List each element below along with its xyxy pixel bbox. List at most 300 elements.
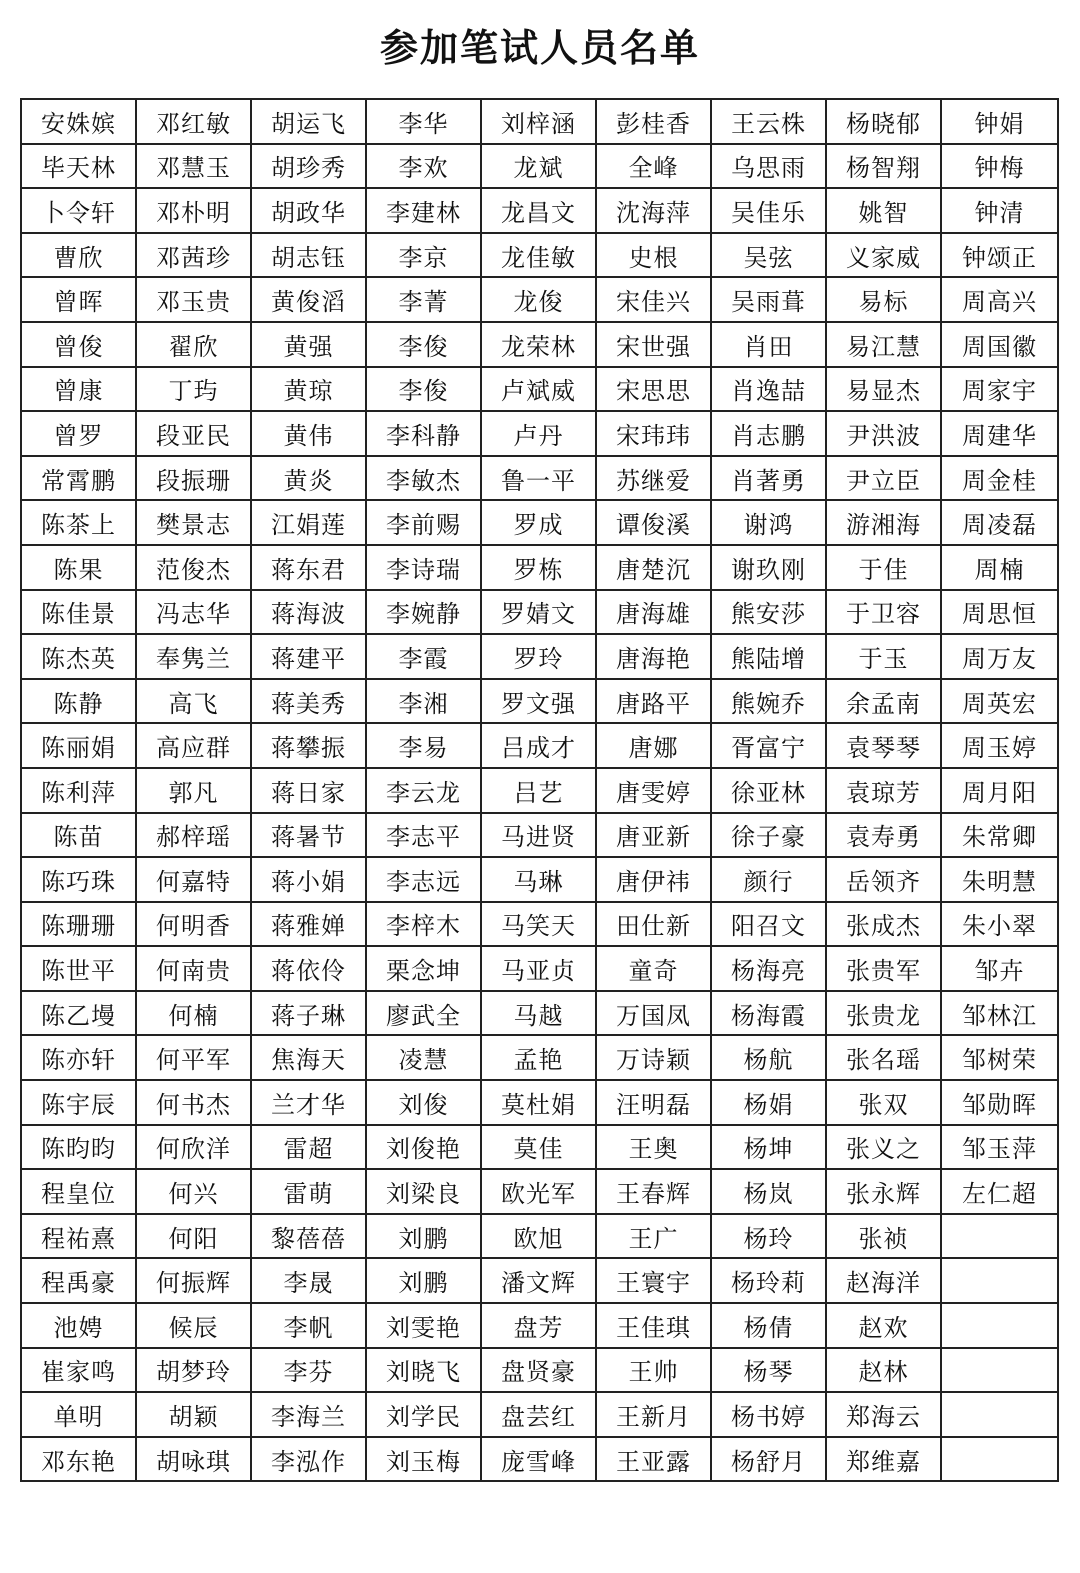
- name-cell: 杨玲莉: [711, 1258, 826, 1303]
- name-cell: 李菁: [366, 277, 481, 322]
- name-cell: 吴佳乐: [711, 188, 826, 233]
- name-cell: 王亚露: [596, 1437, 711, 1482]
- name-cell: 杨琴: [711, 1348, 826, 1393]
- name-cell: 唐伊祎: [596, 857, 711, 902]
- table-row: [21, 367, 1058, 412]
- name-cell: 徐亚林: [711, 768, 826, 813]
- table-row: [21, 456, 1058, 501]
- name-cell: 欧光军: [481, 1169, 596, 1214]
- name-cell: 潘文辉: [481, 1258, 596, 1303]
- table-row: [21, 768, 1058, 813]
- name-cell: 池娉: [21, 1303, 136, 1348]
- name-cell: 朱小翠: [941, 902, 1058, 947]
- name-cell: 周楠: [941, 545, 1058, 590]
- name-cell: 陈昀昀: [21, 1125, 136, 1170]
- name-cell: 胡志钰: [251, 233, 366, 278]
- name-cell: 曾罗: [21, 411, 136, 456]
- name-cell: 龙昌文: [481, 188, 596, 233]
- name-cell: 张贵军: [826, 946, 941, 991]
- name-cell: 唐楚沉: [596, 545, 711, 590]
- name-cell: 宋思思: [596, 367, 711, 412]
- name-cell: 卢丹: [481, 411, 596, 456]
- table-row: [21, 946, 1058, 991]
- name-cell: 段亚民: [136, 411, 251, 456]
- name-cell: 雷超: [251, 1125, 366, 1170]
- name-cell: 程皇位: [21, 1169, 136, 1214]
- table-row: [21, 1258, 1058, 1303]
- name-cell: 李科静: [366, 411, 481, 456]
- name-cell: 罗婧文: [481, 590, 596, 635]
- name-cell: 阳召文: [711, 902, 826, 947]
- name-cell: 周英宏: [941, 679, 1058, 724]
- name-cell: 廖武全: [366, 991, 481, 1036]
- table-row: [21, 991, 1058, 1036]
- name-cell: 周凌磊: [941, 500, 1058, 545]
- name-cell: 程祐熹: [21, 1214, 136, 1259]
- table-row: [21, 545, 1058, 590]
- table-row: [21, 1125, 1058, 1170]
- name-cell: 陈世平: [21, 946, 136, 991]
- name-cell: 左仁超: [941, 1169, 1058, 1214]
- name-cell: 龙斌: [481, 144, 596, 189]
- name-cell: 周国徽: [941, 322, 1058, 367]
- name-cell: 尹立臣: [826, 456, 941, 501]
- name-cell: 万国凤: [596, 991, 711, 1036]
- name-cell: 陈静: [21, 679, 136, 724]
- name-cell: 马进贤: [481, 813, 596, 858]
- name-cell: 钟颂正: [941, 233, 1058, 278]
- table-row: [21, 1437, 1058, 1482]
- name-cell: 陈宇辰: [21, 1080, 136, 1125]
- name-cell: 李泓作: [251, 1437, 366, 1482]
- name-cell: 鲁一平: [481, 456, 596, 501]
- name-cell: 谢鸿: [711, 500, 826, 545]
- name-cell: 李志平: [366, 813, 481, 858]
- name-cell: 李帆: [251, 1303, 366, 1348]
- name-cell: 周万友: [941, 634, 1058, 679]
- name-cell: 王奥: [596, 1125, 711, 1170]
- name-cell: 刘玉梅: [366, 1437, 481, 1482]
- name-cell: 杨岚: [711, 1169, 826, 1214]
- table-row: [21, 857, 1058, 902]
- name-cell: 蒋日家: [251, 768, 366, 813]
- name-cell: 邹玉萍: [941, 1125, 1058, 1170]
- name-cell: 罗文强: [481, 679, 596, 724]
- name-cell: 刘俊艳: [366, 1125, 481, 1170]
- name-cell: 赵欢: [826, 1303, 941, 1348]
- name-cell: 易江慧: [826, 322, 941, 367]
- name-cell: 唐雯婷: [596, 768, 711, 813]
- name-cell: 周家宇: [941, 367, 1058, 412]
- name-cell: 李俊: [366, 367, 481, 412]
- name-cell: 陈苗: [21, 813, 136, 858]
- name-cell: 王帅: [596, 1348, 711, 1393]
- name-cell: 谢玖刚: [711, 545, 826, 590]
- name-cell: 单明: [21, 1392, 136, 1437]
- name-cell: 胡颖: [136, 1392, 251, 1437]
- name-cell: 樊景志: [136, 500, 251, 545]
- name-cell: 李俊: [366, 322, 481, 367]
- name-cell: 安姝嫔: [21, 99, 136, 144]
- name-cell: 张义之: [826, 1125, 941, 1170]
- name-cell: 胥富宁: [711, 723, 826, 768]
- name-cell: 周建华: [941, 411, 1058, 456]
- name-list-table: [20, 98, 1059, 1482]
- table-row: [21, 1035, 1058, 1080]
- name-cell: 刘雯艳: [366, 1303, 481, 1348]
- name-cell: 邓慧玉: [136, 144, 251, 189]
- name-cell: 张双: [826, 1080, 941, 1125]
- name-cell: 陈杰英: [21, 634, 136, 679]
- name-cell: 岳领齐: [826, 857, 941, 902]
- name-cell: 杨倩: [711, 1303, 826, 1348]
- name-cell: 蒋建平: [251, 634, 366, 679]
- empty-cell: [941, 1214, 1058, 1259]
- name-cell: 易标: [826, 277, 941, 322]
- name-cell: 杨智翔: [826, 144, 941, 189]
- name-cell: 胡珍秀: [251, 144, 366, 189]
- table-row: [21, 1080, 1058, 1125]
- name-cell: 唐海艳: [596, 634, 711, 679]
- name-cell: 肖逸喆: [711, 367, 826, 412]
- name-cell: 毕天林: [21, 144, 136, 189]
- name-cell: 郑维嘉: [826, 1437, 941, 1482]
- name-cell: 杨海亮: [711, 946, 826, 991]
- name-cell: 赵海洋: [826, 1258, 941, 1303]
- name-cell: 于玉: [826, 634, 941, 679]
- name-cell: 曾康: [21, 367, 136, 412]
- name-cell: 胡政华: [251, 188, 366, 233]
- table-row: [21, 723, 1058, 768]
- name-cell: 马笑天: [481, 902, 596, 947]
- name-cell: 高应群: [136, 723, 251, 768]
- name-cell: 朱明慧: [941, 857, 1058, 902]
- table-row: [21, 233, 1058, 278]
- name-cell: 李前赐: [366, 500, 481, 545]
- name-cell: 马越: [481, 991, 596, 1036]
- name-cell: 全峰: [596, 144, 711, 189]
- name-cell: 唐亚新: [596, 813, 711, 858]
- name-cell: 蒋美秀: [251, 679, 366, 724]
- name-cell: 张成杰: [826, 902, 941, 947]
- name-cell: 江娟莲: [251, 500, 366, 545]
- name-cell: 肖著勇: [711, 456, 826, 501]
- table-row: [21, 277, 1058, 322]
- name-cell: 李婉静: [366, 590, 481, 635]
- name-cell: 袁寿勇: [826, 813, 941, 858]
- name-cell: 丁玙: [136, 367, 251, 412]
- name-cell: 欧旭: [481, 1214, 596, 1259]
- name-cell: 邓朴明: [136, 188, 251, 233]
- name-cell: 陈珊珊: [21, 902, 136, 947]
- name-cell: 卜令轩: [21, 188, 136, 233]
- table-row: [21, 1348, 1058, 1393]
- name-cell: 张贵龙: [826, 991, 941, 1036]
- name-cell: 杨玲: [711, 1214, 826, 1259]
- name-cell: 蒋东君: [251, 545, 366, 590]
- name-cell: 刘晓飞: [366, 1348, 481, 1393]
- table-row: [21, 679, 1058, 724]
- name-cell: 郑海云: [826, 1392, 941, 1437]
- name-cell: 兰才华: [251, 1080, 366, 1125]
- table-row: [21, 500, 1058, 545]
- name-cell: 李志远: [366, 857, 481, 902]
- empty-cell: [941, 1303, 1058, 1348]
- name-cell: 吴弦: [711, 233, 826, 278]
- name-cell: 宋佳兴: [596, 277, 711, 322]
- table-row: [21, 144, 1058, 189]
- table-row: [21, 1303, 1058, 1348]
- name-cell: 义家威: [826, 233, 941, 278]
- name-cell: 刘俊: [366, 1080, 481, 1125]
- name-cell: 蒋攀振: [251, 723, 366, 768]
- name-cell: 罗成: [481, 500, 596, 545]
- name-cell: 蒋暑节: [251, 813, 366, 858]
- name-cell: 谭俊溪: [596, 500, 711, 545]
- name-cell: 李华: [366, 99, 481, 144]
- name-cell: 李云龙: [366, 768, 481, 813]
- name-cell: 何兴: [136, 1169, 251, 1214]
- name-cell: 杨舒月: [711, 1437, 826, 1482]
- name-cell: 杨海霞: [711, 991, 826, 1036]
- name-cell: 李建林: [366, 188, 481, 233]
- empty-cell: [941, 1348, 1058, 1393]
- name-cell: 奉隽兰: [136, 634, 251, 679]
- name-cell: 田仕新: [596, 902, 711, 947]
- name-cell: 何欣洋: [136, 1125, 251, 1170]
- name-cell: 王新月: [596, 1392, 711, 1437]
- name-cell: 王云株: [711, 99, 826, 144]
- table-row: [21, 902, 1058, 947]
- name-cell: 王广: [596, 1214, 711, 1259]
- name-cell: 唐娜: [596, 723, 711, 768]
- name-cell: 周高兴: [941, 277, 1058, 322]
- name-cell: 陈亦轩: [21, 1035, 136, 1080]
- name-cell: 杨书婷: [711, 1392, 826, 1437]
- name-cell: 杨航: [711, 1035, 826, 1080]
- name-cell: 何嘉特: [136, 857, 251, 902]
- name-cell: 刘鹏: [366, 1214, 481, 1259]
- name-cell: 黄琼: [251, 367, 366, 412]
- name-cell: 赵林: [826, 1348, 941, 1393]
- name-cell: 李京: [366, 233, 481, 278]
- name-cell: 胡运飞: [251, 99, 366, 144]
- name-cell: 蒋小娟: [251, 857, 366, 902]
- name-cell: 曾俊: [21, 322, 136, 367]
- name-cell: 童奇: [596, 946, 711, 991]
- name-cell: 吴雨葺: [711, 277, 826, 322]
- name-cell: 游湘海: [826, 500, 941, 545]
- name-cell: 刘鹏: [366, 1258, 481, 1303]
- name-cell: 陈佳景: [21, 590, 136, 635]
- name-cell: 李诗瑞: [366, 545, 481, 590]
- name-cell: 郭凡: [136, 768, 251, 813]
- name-cell: 马琳: [481, 857, 596, 902]
- name-cell: 沈海萍: [596, 188, 711, 233]
- name-cell: 卢斌威: [481, 367, 596, 412]
- name-cell: 郝梓瑶: [136, 813, 251, 858]
- name-cell: 于卫容: [826, 590, 941, 635]
- name-cell: 吕艺: [481, 768, 596, 813]
- name-cell: 盘芳: [481, 1303, 596, 1348]
- name-cell: 龙佳敏: [481, 233, 596, 278]
- table-row: [21, 813, 1058, 858]
- name-cell: 罗玲: [481, 634, 596, 679]
- name-cell: 范俊杰: [136, 545, 251, 590]
- table-row: [21, 188, 1058, 233]
- name-cell: 胡梦玲: [136, 1348, 251, 1393]
- table-row: [21, 99, 1058, 144]
- empty-cell: [941, 1437, 1058, 1482]
- name-cell: 周玉婷: [941, 723, 1058, 768]
- name-cell: 段振珊: [136, 456, 251, 501]
- name-cell: 陈果: [21, 545, 136, 590]
- name-cell: 莫杜娟: [481, 1080, 596, 1125]
- name-cell: 焦海天: [251, 1035, 366, 1080]
- name-cell: 周思恒: [941, 590, 1058, 635]
- name-cell: 钟娟: [941, 99, 1058, 144]
- name-cell: 刘学民: [366, 1392, 481, 1437]
- empty-cell: [941, 1258, 1058, 1303]
- name-cell: 庞雪峰: [481, 1437, 596, 1482]
- name-cell: 乌思雨: [711, 144, 826, 189]
- name-cell: 邓茜珍: [136, 233, 251, 278]
- name-cell: 栗念坤: [366, 946, 481, 991]
- name-cell: 何明香: [136, 902, 251, 947]
- name-cell: 罗栋: [481, 545, 596, 590]
- name-cell: 刘梁良: [366, 1169, 481, 1214]
- name-cell: 王春辉: [596, 1169, 711, 1214]
- name-cell: 肖田: [711, 322, 826, 367]
- name-cell: 黄强: [251, 322, 366, 367]
- name-cell: 袁琼芳: [826, 768, 941, 813]
- name-list-body: [21, 99, 1058, 1481]
- name-cell: 邹勋晖: [941, 1080, 1058, 1125]
- name-cell: 陈丽娟: [21, 723, 136, 768]
- name-cell: 钟梅: [941, 144, 1058, 189]
- name-cell: 周金桂: [941, 456, 1058, 501]
- name-cell: 何平军: [136, 1035, 251, 1080]
- table-row: [21, 1169, 1058, 1214]
- name-cell: 高飞: [136, 679, 251, 724]
- table-row: [21, 322, 1058, 367]
- name-cell: 张永辉: [826, 1169, 941, 1214]
- name-cell: 李易: [366, 723, 481, 768]
- name-cell: 刘梓涵: [481, 99, 596, 144]
- name-cell: 尹洪波: [826, 411, 941, 456]
- name-cell: 盘贤豪: [481, 1348, 596, 1393]
- name-cell: 徐子豪: [711, 813, 826, 858]
- name-cell: 宋玮玮: [596, 411, 711, 456]
- name-cell: 陈巧珠: [21, 857, 136, 902]
- name-cell: 张名瑶: [826, 1035, 941, 1080]
- name-cell: 邓东艳: [21, 1437, 136, 1482]
- name-cell: 朱常卿: [941, 813, 1058, 858]
- name-cell: 袁琴琴: [826, 723, 941, 768]
- name-cell: 余孟南: [826, 679, 941, 724]
- page-title: 参加笔试人员名单: [379, 25, 700, 70]
- name-cell: 于佳: [826, 545, 941, 590]
- table-row: [21, 411, 1058, 456]
- name-cell: 凌慧: [366, 1035, 481, 1080]
- table-row: [21, 1392, 1058, 1437]
- name-cell: 曾晖: [21, 277, 136, 322]
- name-cell: 黄炎: [251, 456, 366, 501]
- name-cell: 蒋雅婵: [251, 902, 366, 947]
- empty-cell: [941, 1392, 1058, 1437]
- name-cell: 李湘: [366, 679, 481, 724]
- name-cell: 陈乙墁: [21, 991, 136, 1036]
- name-cell: 周月阳: [941, 768, 1058, 813]
- name-cell: 李海兰: [251, 1392, 366, 1437]
- table-row: [21, 590, 1058, 635]
- name-cell: 黄俊滔: [251, 277, 366, 322]
- name-cell: 李霞: [366, 634, 481, 679]
- name-cell: 邹树荣: [941, 1035, 1058, 1080]
- name-cell: 常霄鹏: [21, 456, 136, 501]
- name-cell: 黎蓓蓓: [251, 1214, 366, 1259]
- name-cell: 易显杰: [826, 367, 941, 412]
- name-cell: 李芬: [251, 1348, 366, 1393]
- name-cell: 颜行: [711, 857, 826, 902]
- name-cell: 苏继爱: [596, 456, 711, 501]
- name-cell: 何楠: [136, 991, 251, 1036]
- name-cell: 曹欣: [21, 233, 136, 278]
- name-cell: 邓红敏: [136, 99, 251, 144]
- name-cell: 张祯: [826, 1214, 941, 1259]
- name-cell: 冯志华: [136, 590, 251, 635]
- name-cell: 肖志鹏: [711, 411, 826, 456]
- table-row: [21, 634, 1058, 679]
- name-cell: 李晟: [251, 1258, 366, 1303]
- name-cell: 万诗颖: [596, 1035, 711, 1080]
- name-cell: 邹卉: [941, 946, 1058, 991]
- name-cell: 姚智: [826, 188, 941, 233]
- name-cell: 何书杰: [136, 1080, 251, 1125]
- name-cell: 钟清: [941, 188, 1058, 233]
- name-cell: 熊陆增: [711, 634, 826, 679]
- name-cell: 翟欣: [136, 322, 251, 367]
- name-cell: 龙荣林: [481, 322, 596, 367]
- name-cell: 杨娟: [711, 1080, 826, 1125]
- name-cell: 盘芸红: [481, 1392, 596, 1437]
- name-cell: 候辰: [136, 1303, 251, 1348]
- name-cell: 蒋子琳: [251, 991, 366, 1036]
- name-cell: 杨坤: [711, 1125, 826, 1170]
- name-cell: 邹林江: [941, 991, 1058, 1036]
- name-cell: 杨晓郁: [826, 99, 941, 144]
- name-cell: 胡咏琪: [136, 1437, 251, 1482]
- name-cell: 唐海雄: [596, 590, 711, 635]
- name-cell: 蒋海波: [251, 590, 366, 635]
- name-cell: 孟艳: [481, 1035, 596, 1080]
- name-cell: 何阳: [136, 1214, 251, 1259]
- table-row: [21, 1214, 1058, 1259]
- name-cell: 王寰宇: [596, 1258, 711, 1303]
- name-cell: 汪明磊: [596, 1080, 711, 1125]
- name-cell: 吕成才: [481, 723, 596, 768]
- name-cell: 王佳琪: [596, 1303, 711, 1348]
- name-cell: 史根: [596, 233, 711, 278]
- name-cell: 程禹豪: [21, 1258, 136, 1303]
- name-cell: 何南贵: [136, 946, 251, 991]
- name-cell: 邓玉贵: [136, 277, 251, 322]
- name-cell: 陈茶上: [21, 500, 136, 545]
- name-cell: 彭桂香: [596, 99, 711, 144]
- name-cell: 熊婉乔: [711, 679, 826, 724]
- name-cell: 黄伟: [251, 411, 366, 456]
- name-cell: 李欢: [366, 144, 481, 189]
